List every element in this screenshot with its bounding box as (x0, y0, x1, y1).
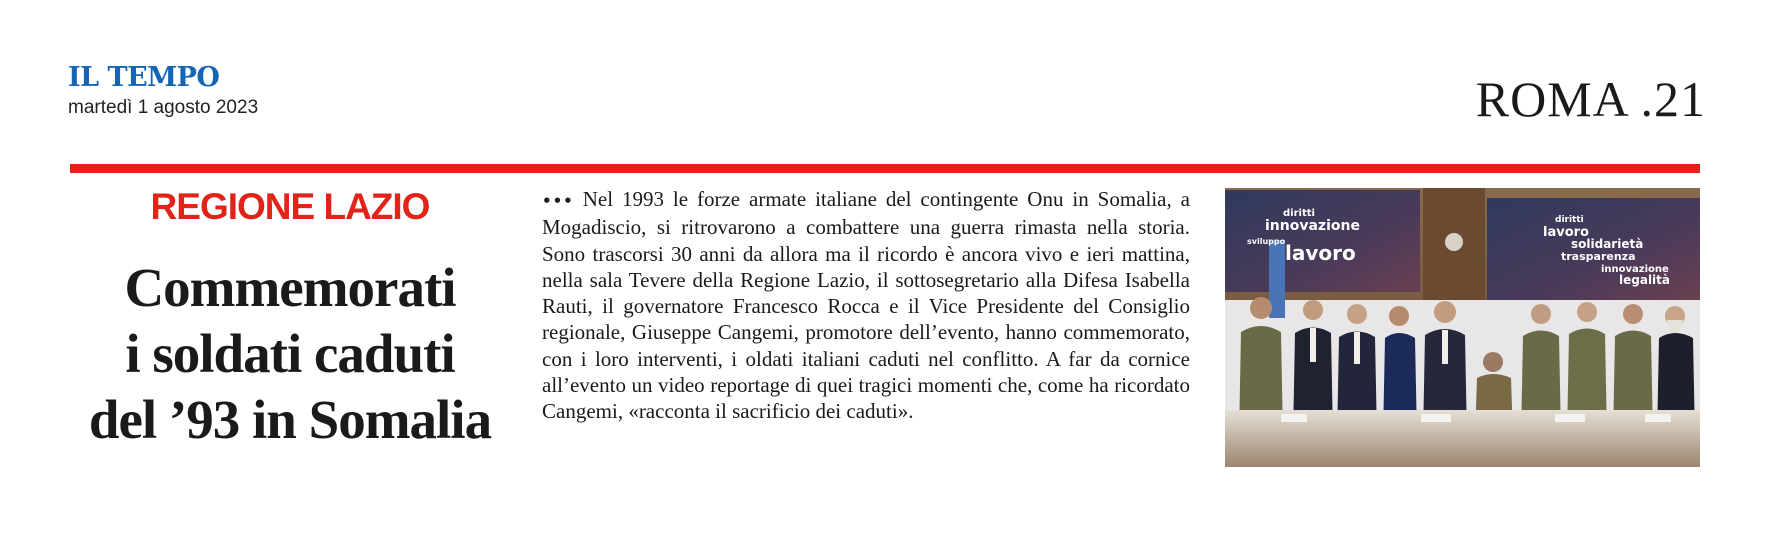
article-photo-illustration (1225, 188, 1700, 467)
article-body-text: Nel 1993 le forze armate italiane del contingente Onu in Somalia, a Mogadiscio, si ritrovarono a combattere una guerra rimasta nella storia. Sono trascorsi 30 anni da allora ma il ricordo è ancora vivo e ieri mattina, nella sala Tevere della Regione Lazio, il sottosegretario alla Difesa Isabella Rauti, il governatore Francesco Rocca e il Vice Presidente del Consiglio regionale, Giuseppe Cangemi, promotore dell’evento, hanno commemorato, con i loro interventi, i oldati italiani caduti nel conflitto. A far da cornice all’evento un video reportage di quei tragici momenti che, come ha ricordato Cangemi, «racconta il sacrificio dei caduti». (542, 187, 1191, 424)
photo-screen-right-word: innovazione (1601, 264, 1669, 275)
article-photo (1225, 188, 1700, 467)
photo-nameplate (1555, 414, 1585, 422)
photo-nameplate (1281, 414, 1307, 422)
photo-nameplate (1421, 414, 1451, 422)
photo-screen-left-word: diritti (1283, 208, 1315, 219)
photo-screen-right-word: legalità (1619, 273, 1670, 287)
section-label: REGIONE LAZIO (150, 186, 430, 227)
photo-screen-right-word: lavoro (1543, 225, 1589, 240)
headline (70, 255, 510, 453)
page-folio: ROMA .21 (1475, 71, 1706, 127)
lead-bullets-icon: ••• (542, 192, 574, 210)
section-rule (70, 164, 1700, 173)
photo-screen-right-word: diritti (1555, 215, 1584, 225)
photo-screen-left-word: sviluppo (1247, 237, 1286, 246)
photo-screen-left-word: lavoro (1285, 241, 1356, 265)
masthead-logo: IL TEMPO (68, 62, 220, 93)
photo-screen-right-word: solidarietà (1571, 237, 1644, 251)
photo-nameplate (1645, 414, 1671, 422)
headline-line-3: del ’93 in Somalia (88, 389, 492, 450)
headline-line-2: i soldati caduti (125, 323, 455, 384)
photo-screen-right-word: trasparenza (1561, 250, 1636, 263)
article-body (542, 186, 1190, 425)
photo-screen-left-word: innovazione (1265, 218, 1360, 234)
masthead-date: martedì 1 agosto 2023 (68, 97, 259, 118)
headline-line-1: Commemorati (124, 257, 456, 318)
photo-wall-clock (1445, 233, 1463, 251)
